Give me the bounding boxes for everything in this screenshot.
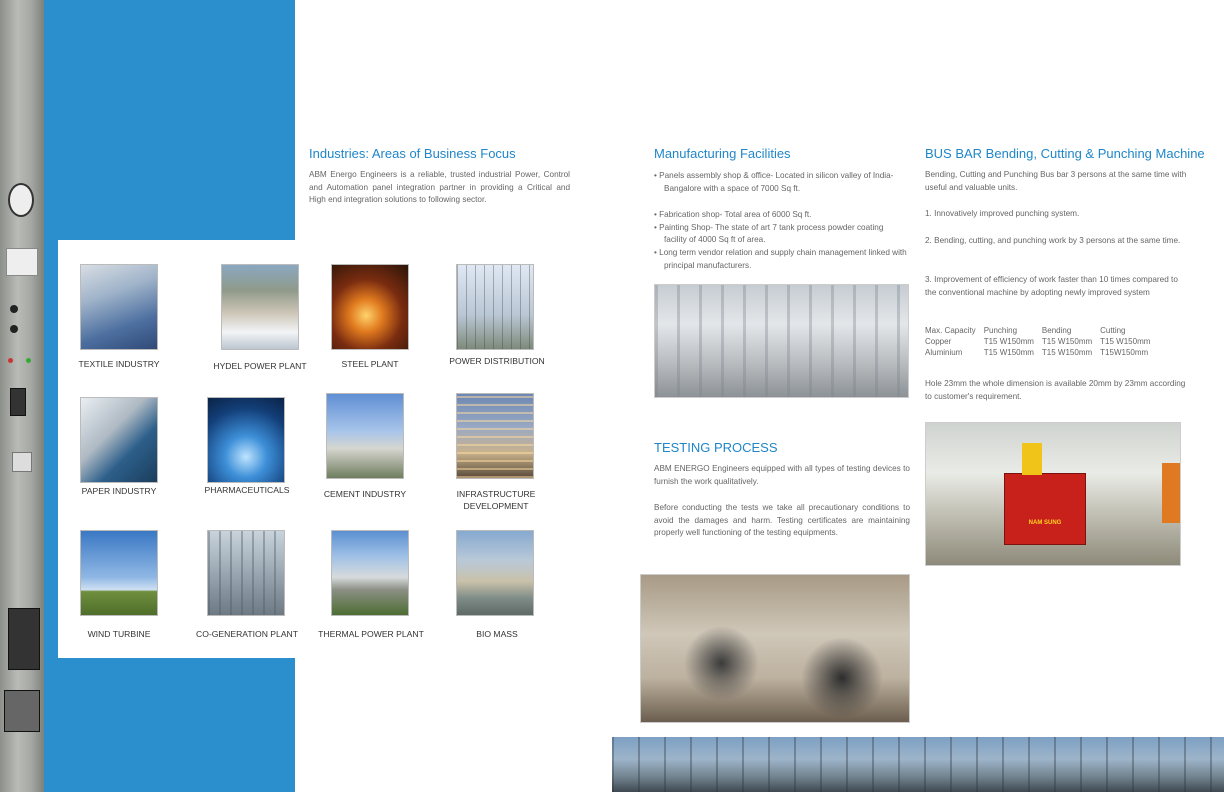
industries-intro: ABM Energo Engineers is a reliable, trusted industrial Power, Control and Automation panel integration partner in providing a Critical and High end integration solutions to following sector. bbox=[309, 170, 570, 205]
busbar-intro: Bending, Cutting and Punching Bus bar 3 persons at the same time with useful and valuable units. bbox=[925, 170, 1187, 192]
gauge-icon bbox=[8, 183, 34, 217]
bio-mass-image bbox=[456, 530, 534, 616]
table-header-cell: Max. Capacity bbox=[925, 326, 976, 335]
busbar-point-2: 2. Bending, cutting, and punching work by 3 persons at the same time. bbox=[925, 236, 1181, 245]
industries-heading: Industries: Areas of Business Focus bbox=[309, 146, 516, 161]
industry-caption: PHARMACEUTICALS bbox=[204, 485, 290, 495]
table-cell: T15 W150mm bbox=[983, 348, 1034, 357]
testing-heading: TESTING PROCESS bbox=[654, 440, 778, 455]
hydel-power-plant-image bbox=[221, 264, 299, 350]
table-header-cell: Punching bbox=[983, 326, 1018, 335]
manufacturing-bullet: • Painting Shop- The state of art 7 tank process powder coating facility of 4000 Sq ft of area. bbox=[654, 222, 884, 245]
table-cell: T15 W150mm bbox=[1100, 337, 1151, 346]
industry-caption: INFRASTRUCTURE DEVELOPMENT bbox=[456, 489, 536, 511]
table-cell: Copper bbox=[925, 337, 952, 346]
steel-plant-image bbox=[331, 264, 409, 350]
red-machine bbox=[1004, 473, 1086, 545]
pharmaceuticals-image bbox=[207, 397, 285, 483]
table-header-cell: Bending bbox=[1041, 326, 1072, 335]
table-cell: T15W150mm bbox=[1100, 348, 1149, 357]
paper-industry-image bbox=[80, 397, 158, 483]
industry-caption: BIO MASS bbox=[476, 629, 518, 639]
industry-caption: THERMAL POWER PLANT bbox=[318, 629, 424, 639]
power-distribution-image bbox=[456, 264, 534, 350]
yellow-punch-head bbox=[1022, 443, 1042, 475]
cement-industry-image bbox=[326, 393, 404, 479]
manufacturing-list bbox=[654, 170, 908, 272]
industry-caption: CEMENT INDUSTRY bbox=[323, 489, 407, 499]
busbar-machine-photo bbox=[925, 422, 1181, 566]
electrical-panel-photo bbox=[0, 0, 44, 792]
manufacturing-heading: Manufacturing Facilities bbox=[654, 146, 791, 161]
infrastructure-development-image bbox=[456, 393, 534, 479]
table-cell: T15 W150mm bbox=[1041, 337, 1093, 346]
industry-caption: PAPER INDUSTRY bbox=[81, 486, 157, 496]
testing-para-2: Before conducting the tests we take all precautionary conditions to avoid the damages and harm. Testing certificates are maintaining properly well functioning of the testing equipments. bbox=[654, 503, 910, 538]
industry-caption: HYDEL POWER PLANT bbox=[213, 361, 307, 371]
textile-industry-image bbox=[80, 264, 158, 350]
industry-caption: POWER DISTRIBUTION bbox=[449, 356, 545, 366]
panel-meter bbox=[6, 248, 38, 276]
testing-lab-photo bbox=[640, 574, 910, 723]
manufacturing-bullet: • Long term vendor relation and supply chain management linked with principal manufacturers. bbox=[654, 247, 907, 270]
capacity-table bbox=[925, 326, 1158, 359]
machine-brand-label: NAM SUNG bbox=[1028, 520, 1062, 526]
manufacturing-bullet: • Fabrication shop- Total area of 6000 Sq ft. bbox=[654, 210, 812, 220]
wind-turbine-image bbox=[80, 530, 158, 616]
industry-caption: STEEL PLANT bbox=[341, 359, 399, 369]
table-cell: Aluminium bbox=[925, 348, 963, 357]
industry-caption: CO-GENERATION PLANT bbox=[195, 629, 299, 639]
industrial-plant-strip bbox=[612, 737, 1224, 792]
busbar-heading: BUS BAR Bending, Cutting & Punching Machine bbox=[925, 146, 1205, 161]
orange-cabinet bbox=[1162, 463, 1180, 523]
assembly-shop-photo bbox=[654, 284, 909, 398]
thermal-power-plant-image bbox=[331, 530, 409, 616]
testing-para-1: ABM ENERGO Engineers equipped with all types of testing devices to furnish the work qualitatively. bbox=[654, 464, 910, 486]
industry-caption: WIND TURBINE bbox=[87, 629, 151, 639]
table-cell: T15 W150mm bbox=[983, 337, 1034, 346]
table-header-cell: Cutting bbox=[1100, 326, 1126, 335]
table-row bbox=[925, 348, 1158, 359]
table-header-row bbox=[925, 326, 1158, 337]
table-row bbox=[925, 337, 1158, 348]
busbar-point-1: 1. Innovatively improved punching system. bbox=[925, 209, 1080, 218]
busbar-point-3: 3. Improvement of efficiency of work faster than 10 times compared to the conventional machine by adopting newly improved system bbox=[925, 275, 1178, 297]
industry-caption: TEXTILE INDUSTRY bbox=[78, 359, 160, 369]
busbar-note: Hole 23mm the whole dimension is available 20mm by 23mm according to customer's requirement. bbox=[925, 379, 1186, 401]
co-generation-plant-image bbox=[207, 530, 285, 616]
manufacturing-bullet: • Panels assembly shop & office- Located in silicon valley of India-Bangalore with a space of 7000 Sq ft. bbox=[654, 171, 894, 193]
table-cell: T15 W150mm bbox=[1041, 348, 1093, 357]
